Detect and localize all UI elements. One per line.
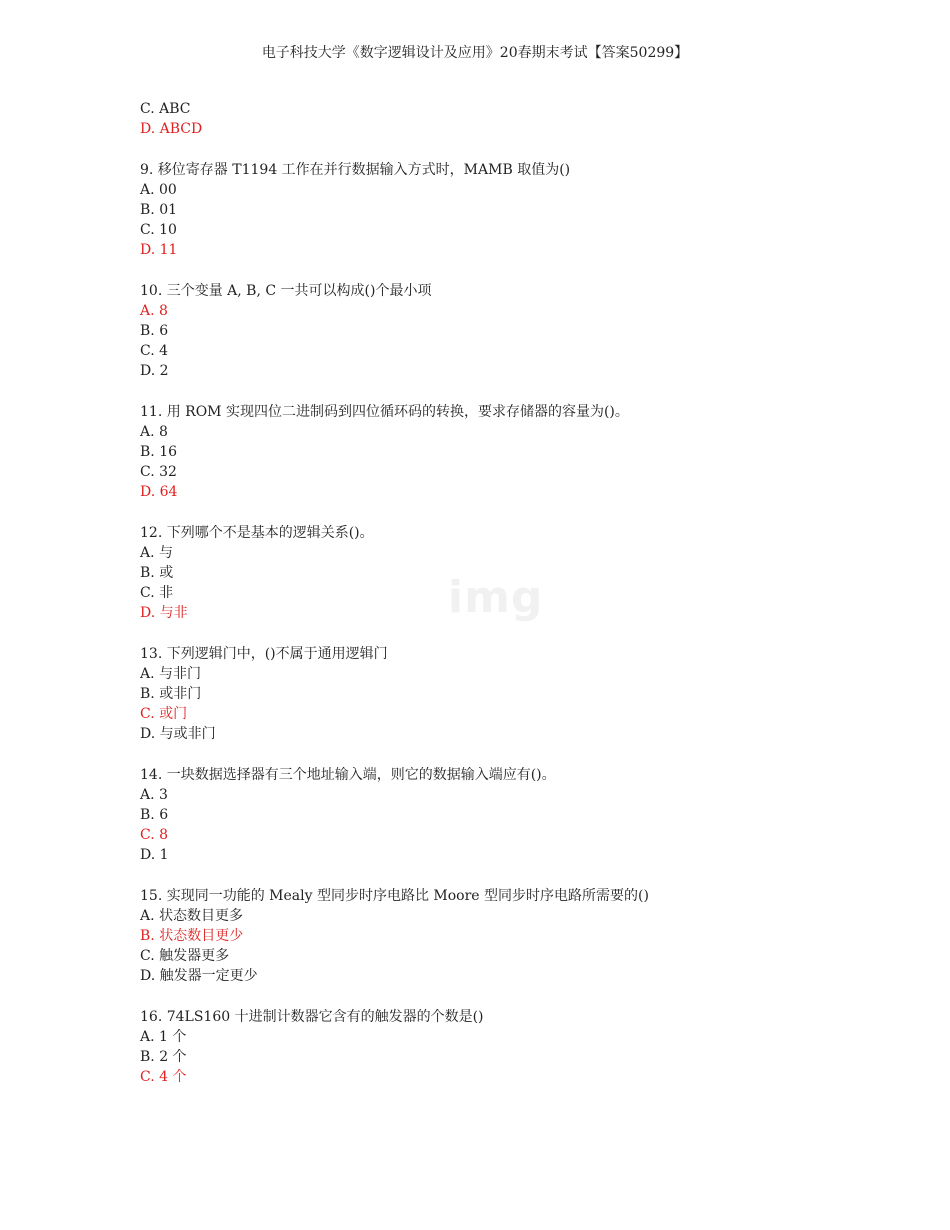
option-item: A. 00 bbox=[140, 182, 177, 198]
correct-option-item: A. 8 bbox=[140, 303, 168, 319]
option-item: A. 状态数目更多 bbox=[140, 908, 244, 924]
option-item: D. 与或非门 bbox=[140, 726, 216, 742]
option-item: C. ABC bbox=[140, 101, 191, 117]
option-item: B. 01 bbox=[140, 202, 178, 218]
option-item: D. 触发器一定更少 bbox=[140, 968, 258, 984]
option-item: C. 4 bbox=[140, 343, 169, 359]
option-item: C. 10 bbox=[140, 222, 177, 238]
correct-option-item: D. 与非 bbox=[140, 605, 188, 621]
option-item: B. 6 bbox=[140, 323, 169, 339]
option-item: A. 3 bbox=[140, 787, 168, 803]
question-text: 12. 下列哪个不是基本的逻辑关系()。 bbox=[140, 525, 374, 541]
option-item: B. 2 个 bbox=[140, 1049, 187, 1065]
page-title: 电子科技大学《数字逻辑设计及应用》20春期末考试【答案50299】 bbox=[261, 45, 689, 61]
option-item: D. 1 bbox=[140, 847, 169, 863]
question-text: 16. 74LS160 十进制计数器它含有的触发器的个数是() bbox=[140, 1009, 484, 1025]
option-item: C. 触发器更多 bbox=[140, 948, 230, 964]
option-item: C. 非 bbox=[140, 585, 174, 601]
question-text: 15. 实现同一功能的 Mealy 型同步时序电路比 Moore 型同步时序电路所需要的() bbox=[140, 888, 649, 904]
option-item: A. 1 个 bbox=[140, 1029, 187, 1045]
correct-option-item: C. 8 bbox=[140, 827, 169, 843]
correct-option-item: B. 状态数目更少 bbox=[140, 928, 244, 944]
question-text: 11. 用 ROM 实现四位二进制码到四位循环码的转换，要求存储器的容量为()。 bbox=[140, 404, 629, 420]
correct-option-item: D. 11 bbox=[140, 242, 178, 258]
correct-option-item: D. 64 bbox=[140, 484, 178, 500]
correct-option-item: C. 或门 bbox=[140, 706, 188, 722]
option-item: B. 或非门 bbox=[140, 686, 202, 702]
correct-option-item: D. ABCD bbox=[140, 121, 203, 137]
question-text: 9. 移位寄存器 T1194 工作在并行数据输入方式时，MAMB 取值为() bbox=[140, 162, 571, 178]
option-item: D. 2 bbox=[140, 363, 169, 379]
option-item: B. 16 bbox=[140, 444, 178, 460]
option-item: A. 与非门 bbox=[140, 666, 202, 682]
option-item: B. 6 bbox=[140, 807, 169, 823]
option-item: C. 32 bbox=[140, 464, 177, 480]
question-text: 10. 三个变量 A, B, C 一共可以构成()个最小项 bbox=[140, 283, 432, 299]
option-item: A. 8 bbox=[140, 424, 168, 440]
question-text: 14. 一块数据选择器有三个地址输入端，则它的数据输入端应有()。 bbox=[140, 767, 556, 783]
correct-option-item: C. 4 个 bbox=[140, 1069, 187, 1085]
question-text: 13. 下列逻辑门中，()不属于通用逻辑门 bbox=[140, 646, 388, 662]
option-item: A. 与 bbox=[140, 545, 174, 561]
option-item: B. 或 bbox=[140, 565, 174, 581]
watermark: img bbox=[448, 572, 544, 623]
